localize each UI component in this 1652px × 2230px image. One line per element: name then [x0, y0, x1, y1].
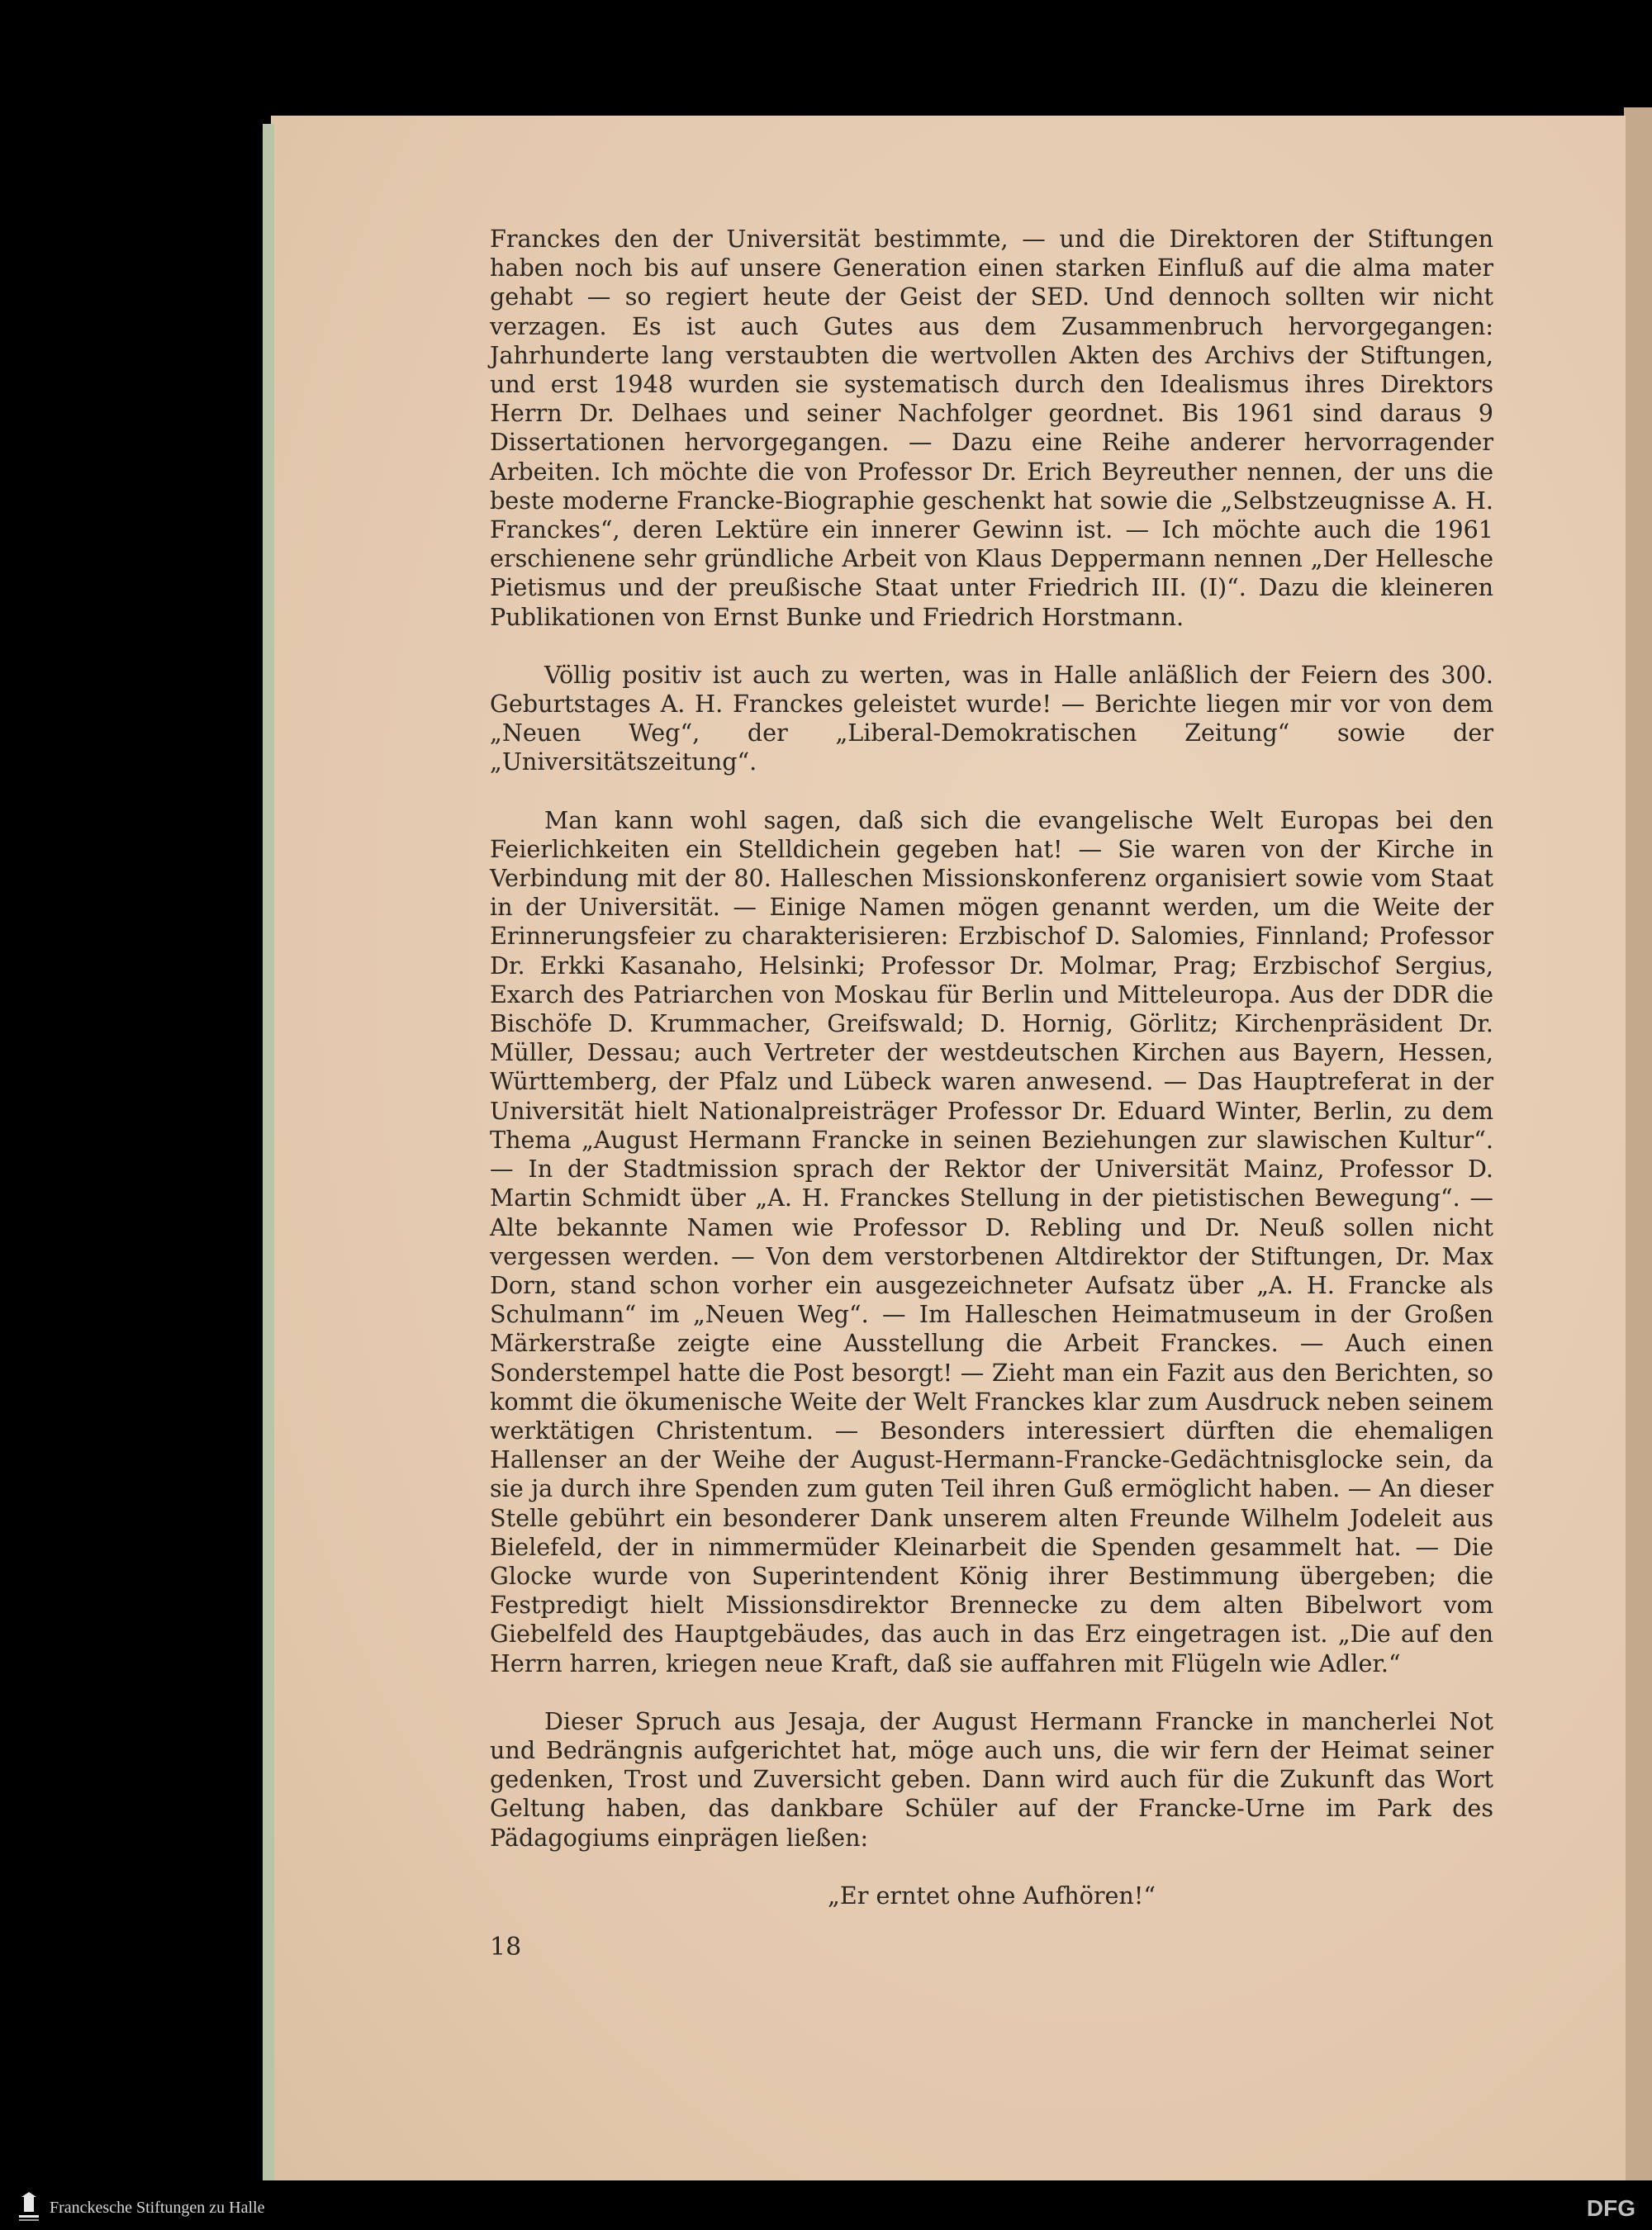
paragraph-4: Dieser Spruch aus Jesaja, der August Hermann Francke in mancherlei Not und Bedrängnis aufgerichtet hat, möge auch uns, die wir fern der Heimat seiner gedenken, Trost und Zuversicht geben. Dann wird auch für die Zukunft das Wort Geltung haben, das dankbare Schüler auf der Francke-Urne im Park des Pädagogiums einprägen ließen: [490, 1706, 1493, 1852]
dfg-logo[interactable]: DFG [1586, 2195, 1635, 2221]
closing-quote: „Er erntet ohne Aufhören!“ [828, 1881, 1156, 1910]
francke-logo-icon [17, 2192, 41, 2225]
viewer-footer [0, 2187, 1652, 2230]
page-number: 18 [490, 1933, 522, 1962]
institution-name[interactable]: Franckesche Stiftungen zu Halle [50, 2199, 265, 2217]
paragraph-1: Franckes den der Universität bestimmte, — und die Direktoren der Stiftungen haben noch bis auf unsere Generation einen starken Einfluß auf die alma mater gehabt — so regiert heute der Geist der SED. Und dennoch sollten wir nicht verzagen. Es ist auch Gutes aus dem Zusammenbruch hervorgegangen: Jahrhunderte lang verstaubten die wertvollen Akten des Archivs der Stiftungen, und erst 1948 wurden sie systematisch durch den Idealismus ihres Direktors Herrn Dr. Delhaes und seiner Nachfolger geordnet. Bis 1961 sind daraus 9 Dissertationen hervorgegangen. — Dazu eine Reihe anderer hervorragender Arbeiten. Ich möchte die von Professor Dr. Erich Beyreuther nennen, der uns die beste moderne Francke-Biographie geschenkt hat sowie die „Selbstzeugnisse A. H. Franckes“, deren Lektüre ein innerer Gewinn ist. — Ich möchte auch die 1961 erschienene sehr gründliche Arbeit von Klaus Deppermann nennen „Der Hellesche Pietismus und der preußische Staat unter Friedrich III. (I)“. Dazu die kleineren Publikationen von Ernst Bunke und Friedrich Horstmann. [490, 225, 1493, 631]
adjacent-page-edge [1624, 107, 1652, 2180]
page-spine [263, 124, 274, 2180]
paragraph-2: Völlig positiv ist auch zu werten, was in Halle anläßlich der Feiern des 300. Geburtstages A. H. Franckes geleistet wurde! — Berichte liegen mir vor von dem „Neuen Weg“, der „Liberal-Demokratischen Zeitung“ sowie der „Universitätszeitung“. [490, 660, 1493, 776]
body-text [490, 225, 1493, 1939]
paragraph-3: Man kann wohl sagen, daß sich die evangelische Welt Europas bei den Feierlichkeiten ein Stelldichein gegeben hat! — Sie waren von der Kirche in Verbindung mit der 80. Halleschen Missionskonferenz organisiert sowie vom Staat in der Universität. — Einige Namen mögen genannt werden, um die Weite der Erinnerungsfeier zu charakterisieren: Erzbischof D. Salomies, Finnland; Professor Dr. Erkki Kasanaho, Helsinki; Professor Dr. Molmar, Prag; Erzbischof Sergius, Exarch des Patriarchen von Moskau für Berlin und Mitteleuropa. Aus der DDR die Bischöfe D. Krummacher, Greifswald; D. Hornig, Görlitz; Kirchenpräsident Dr. Müller, Dessau; auch Vertreter der westdeutschen Kirchen aus Bayern, Hessen, Württemberg, der Pfalz und Lübeck waren anwesend. — Das Hauptreferat in der Universität hielt Nationalpreisträger Professor Dr. Eduard Winter, Berlin, zu dem Thema „August Hermann Francke in seinen Beziehungen zur slawischen Kultur“. — In der Stadtmission sprach der Rektor der Universität Mainz, Professor D. Martin Schmidt über „A. H. Franckes Stellung in der pietistischen Bewegung“. — Alte bekannte Namen wie Professor D. Rebling und Dr. Neuß sollen nicht vergessen werden. — Von dem verstorbenen Altdirektor der Stiftungen, Dr. Max Dorn, stand schon vorher ein ausgezeichneter Aufsatz über „A. H. Francke als Schulmann“ im „Neuen Weg“. — Im Halleschen Heimatmuseum in der Großen Märkerstraße zeigte eine Ausstellung die Arbeit Franckes. — Auch einen Sonderstempel hatte die Post besorgt! — Zieht man ein Fazit aus den Berichten, so kommt die ökumenische Weite der Welt Franckes klar zum Ausdruck neben seinem werktätigen Christentum. — Besonders interessiert dürften die ehemaligen Hallenser an der Weihe der August-Hermann-Francke-Gedächtnisglocke sein, da sie ja durch ihre Spenden zum guten Teil ihren Guß ermöglicht haben. — An dieser Stelle gebührt ein besonderer Dank unserem alten Freunde Wilhelm Jodeleit aus Bielefeld, der in nimmermüder Kleinarbeit die Spenden gesammelt hat. — Die Glocke wurde von Superintendent König ihrer Bestimmung übergeben; die Festpredigt hielt Missionsdirektor Brennecke zu dem alten Bibelwort vom Giebelfeld des Hauptgebäudes, das auch in das Erz eingetragen ist. „Die auf den Herrn harren, kriegen neue Kraft, daß sie auffahren mit Flügeln wie Adler.“ [490, 805, 1493, 1677]
